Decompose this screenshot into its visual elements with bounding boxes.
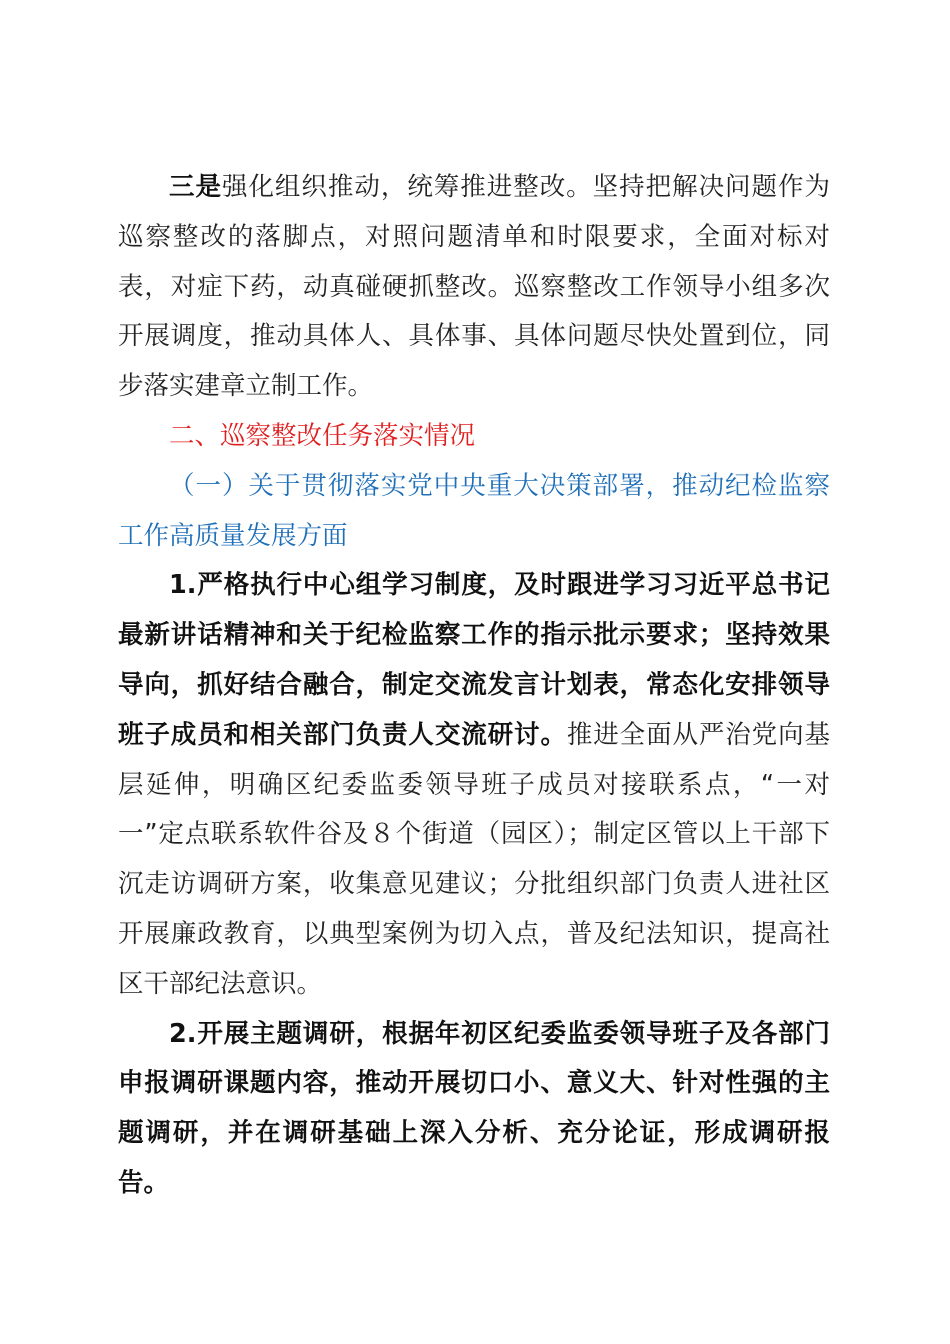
paragraph-organization [118, 163, 830, 412]
item-1 [118, 561, 830, 1009]
document-body [118, 163, 830, 1209]
paragraph-lead: 三是 [169, 172, 222, 202]
section-heading: 二、巡察整改任务落实情况 [169, 420, 476, 451]
subsection-heading: （一）关于贯彻落实党中央重大决策部署，推动纪检监察工作高质量发展方面 [118, 470, 830, 551]
item-2: 2.开展主题调研，根据年初区纪委监委领导班子及各部门申报调研课题内容，推动开展切口小、意义大、针对性强的主题调研，并在调研基础上深入分析、充分论证，形成调研报告。 [118, 1018, 830, 1198]
item-1-text: 推进全面从严治党向基层延伸，明确区纪委监委领导班子成员对接联系点，“一对一”定点联系软件谷及８个街道（园区）；制定区管以上干部下沉走访调研方案，收集意见建议；分批组织部门负责人进社区开展廉政教育，以典型案例为切入点，普及纪法知识，提高社区干部纪法意识。 [118, 719, 830, 999]
item-1-bold: 1.严格执行中心组学习制度，及时跟进学习习近平总书记最新讲话精神和关于纪检监察工作的指示批示要求；坚持效果导向，抓好结合融合，制定交流发言计划表，常态化安排领导班子成员和相关部门负责人交流研讨。 [118, 570, 830, 750]
paragraph-text: 强化组织推动，统筹推进整改。坚持把解决问题作为巡察整改的落脚点，对照问题清单和时限要求，全面对标对表，对症下药，动真碰硬抓整改。巡察整改工作领导小组多次开展调度，推动具体人、具体事、具体问题尽快处置到位，同步落实建章立制工作。 [118, 172, 830, 402]
